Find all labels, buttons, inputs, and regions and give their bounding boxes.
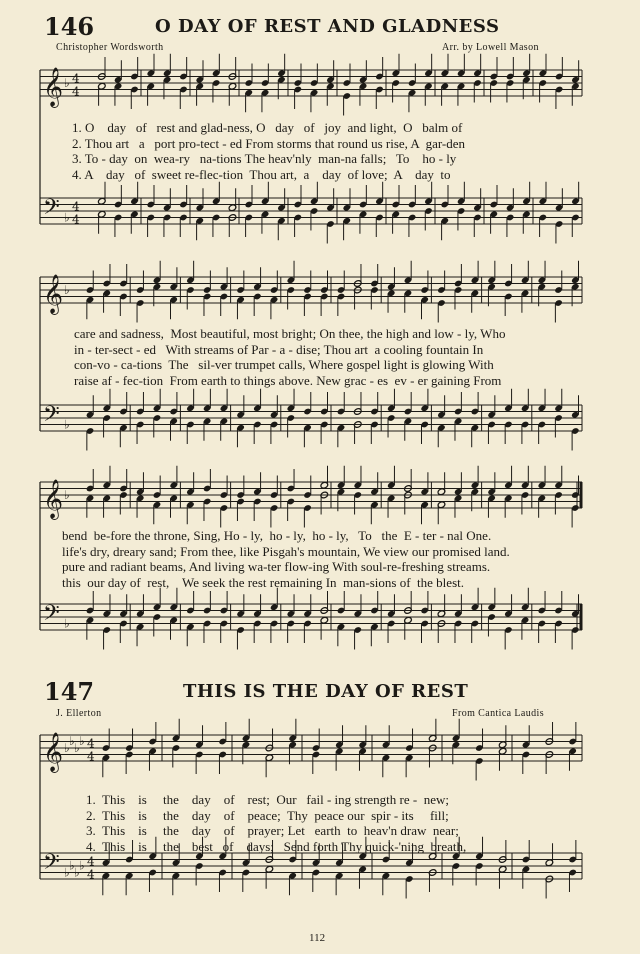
lyric-line: pure and radiant beams, And living wa-ter flow-ing With soul-re-freshing streams. xyxy=(62,559,491,574)
flat-icon: ♭ xyxy=(69,733,75,748)
flat-icon: ♭ xyxy=(64,75,70,90)
lyric-line: this our day of rest, We seek the rest remaining In man-sions of the blest. xyxy=(62,574,464,590)
lyrics-block xyxy=(62,528,510,590)
lyrics-block xyxy=(86,792,466,854)
words-credit: J. Ellerton xyxy=(56,708,102,719)
flat-icon: ♭ xyxy=(74,865,80,880)
words-credit: Christopher Wordsworth xyxy=(56,42,164,53)
bass-clef-icon: 𝄢 xyxy=(43,402,60,433)
lyric-line: 4. This is the best of days; Send forth Thy quick-'ning breath, xyxy=(86,838,467,854)
lyrics-block xyxy=(72,120,465,182)
lyric-line: 3. To - day on wea-ry na-tions The heav'nly man-na falls; To ho - ly xyxy=(72,151,457,166)
lyric-line: life's dry, dreary sand; From thee, like Pisgah's mountain, We view our promised land. xyxy=(62,543,510,559)
treble-clef-icon: 𝄞 xyxy=(43,66,64,107)
flat-icon: ♭ xyxy=(64,282,70,297)
flat-icon: ♭ xyxy=(74,740,80,755)
lyric-line: 1. This is the day of rest; Our fail - ing strength re - new; xyxy=(86,792,449,807)
time-signature: 4 xyxy=(87,867,95,882)
flat-icon: ♭ xyxy=(79,733,85,748)
lyric-line: 2. This is the day of peace; Thy peace our spir - its fill; xyxy=(86,807,449,823)
hymn-number: 146 xyxy=(44,12,95,41)
flat-icon: ♭ xyxy=(64,210,70,225)
page-number: 112 xyxy=(309,932,326,944)
flat-icon: ♭ xyxy=(69,858,75,873)
time-signature: 4 xyxy=(87,749,95,764)
lyric-line: in - ter-sect - ed With streams of Par - a - dise; Thou art a cooling fountain In xyxy=(74,341,484,357)
bass-clef-icon: 𝄢 xyxy=(43,195,60,226)
lyric-line: 2. Thou art a port pro-tect - ed From storms that round us rise, A gar-den xyxy=(72,135,466,151)
lyric-line: con-vo - ca-tions The sil-ver trumpet calls, Where gospel light is glowing With xyxy=(74,357,494,372)
time-signature: 4 xyxy=(72,212,80,227)
bass-clef-icon: 𝄢 xyxy=(43,601,60,632)
lyric-line: 4. A day of sweet re-flec-tion Thou art, a day of love; A day to xyxy=(72,166,451,182)
time-signature: 4 xyxy=(87,736,95,751)
time-signature: 4 xyxy=(72,71,80,86)
lyric-line: bend be-fore the throne, Sing, Ho - ly, ho - ly, ho - ly, To the E - ter - nal One. xyxy=(62,528,492,543)
flat-icon: ♭ xyxy=(64,487,70,502)
hymn-title: THIS IS THE DAY OF REST xyxy=(183,681,469,702)
hymn-number: 147 xyxy=(44,677,95,706)
lyric-line: 1. O day of rest and glad-ness, O day of joy and light, O balm of xyxy=(72,120,463,135)
flat-icon: ♭ xyxy=(64,616,70,631)
bass-clef-icon: 𝄢 xyxy=(43,850,60,881)
time-signature: 4 xyxy=(72,84,80,99)
treble-clef-icon: 𝄞 xyxy=(43,478,64,519)
music-credit: Arr. by Lowell Mason xyxy=(442,42,539,53)
treble-clef-icon: 𝄞 xyxy=(43,731,64,772)
flat-icon: ♭ xyxy=(79,858,85,873)
lyrics-block xyxy=(74,326,505,388)
flat-icon: ♭ xyxy=(64,417,70,432)
time-signature: 4 xyxy=(87,854,95,869)
lyric-line: 3. This is the day of prayer; Let earth to heav'n draw near; xyxy=(86,823,459,838)
time-signature: 4 xyxy=(72,199,80,214)
lyric-line: care and sadness, Most beautiful, most bright; On thee, the high and low - ly, Who xyxy=(74,326,506,341)
treble-clef-icon: 𝄞 xyxy=(43,273,64,314)
hymn-title: O DAY OF REST AND GLADNESS xyxy=(155,16,500,37)
lyric-line: raise af - fec-tion From earth to things above. New grac - es ev - er gaining From xyxy=(74,372,502,388)
flat-icon: ♭ xyxy=(64,740,70,755)
flat-icon: ♭ xyxy=(64,865,70,880)
music-credit: From Cantica Laudis xyxy=(452,708,545,719)
